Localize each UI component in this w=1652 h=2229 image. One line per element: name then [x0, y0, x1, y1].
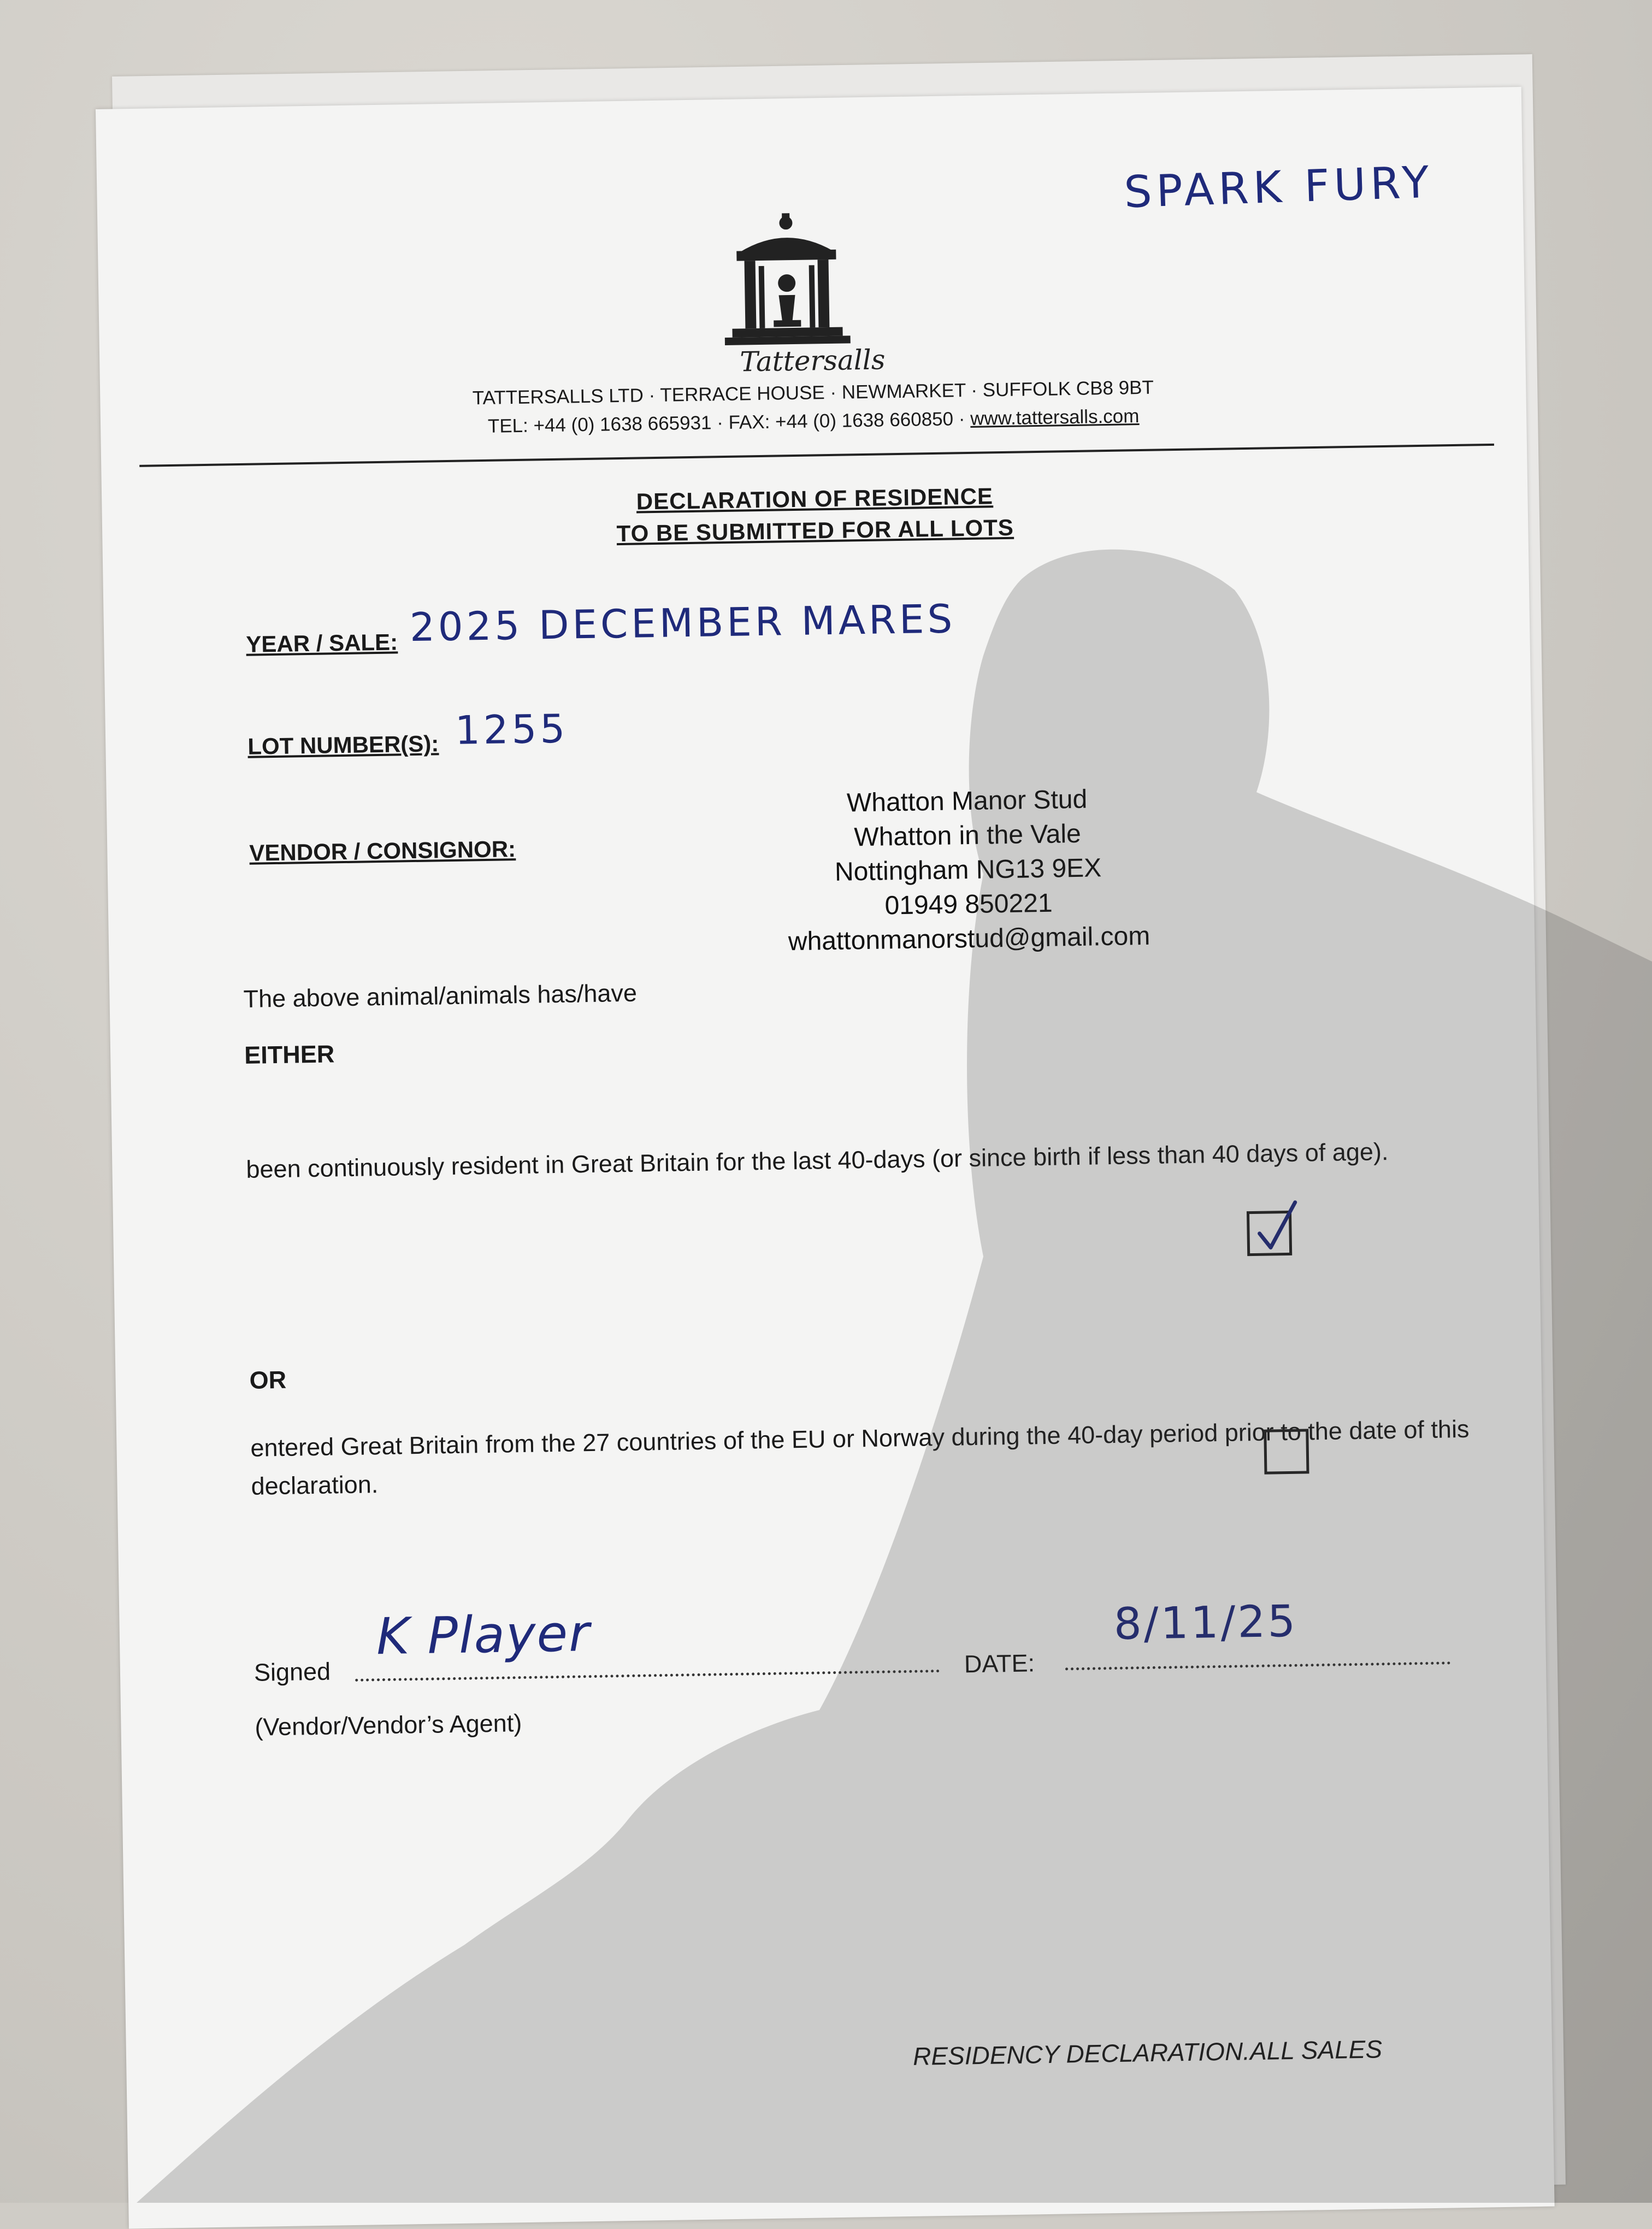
option-resident-checkbox[interactable]: [1247, 1211, 1292, 1256]
form-subtitle: TO BE SUBMITTED FOR ALL LOTS: [616, 514, 1014, 547]
signatory-role: (Vendor/Vendor’s Agent): [255, 1709, 522, 1741]
or-label: OR: [249, 1365, 287, 1394]
vendor-consignor-label: VENDOR / CONSIGNOR:: [249, 836, 516, 866]
declaration-intro: The above animal/animals has/have: [243, 978, 638, 1013]
handwritten-year-sale: 2025 DECEMBER MARES: [409, 595, 956, 651]
vendor-email: whattonmanorstud@gmail.com: [788, 921, 1150, 957]
letterhead-phone-fax: TEL: +44 (0) 1638 665931 · FAX: +44 (0) 1638 660850 ·: [487, 408, 971, 437]
handwritten-date: 8/11/25: [1113, 1595, 1298, 1650]
either-label: EITHER: [244, 1040, 335, 1069]
letterhead-website-link[interactable]: www.tattersalls.com: [970, 405, 1140, 429]
lot-number-label: LOT NUMBER(S):: [247, 730, 439, 759]
letterhead-address: TATTERSALLS LTD · TERRACE HOUSE · NEWMARKET · SUFFOLK CB8 9BT: [472, 376, 1154, 409]
form-title: DECLARATION OF RESIDENCE: [636, 483, 994, 515]
date-label: DATE:: [964, 1649, 1035, 1678]
handwritten-horse-name: SPARK FURY: [1123, 156, 1434, 218]
option-resident-text: been continuously resident in Great Britain for the last 40-days (or since birth if less than 40 days of age).: [246, 1137, 1389, 1183]
form-footer: RESIDENCY DECLARATION.ALL SALES: [912, 2035, 1383, 2071]
tattersalls-wordmark: Tattersalls: [739, 344, 886, 378]
declaration-form-sheet: [96, 87, 1555, 2229]
handwritten-signature: K Player: [376, 1604, 591, 1666]
option-entered-checkbox[interactable]: [1264, 1429, 1309, 1474]
date-line[interactable]: [1065, 1661, 1450, 1670]
year-sale-label: YEAR / SALE:: [246, 629, 398, 657]
vendor-phone: 01949 850221: [884, 888, 1053, 921]
option-entered-text: entered Great Britain from the 27 countries of the EU or Norway during the 40-day period prior to the date of this declaration.: [250, 1414, 1470, 1500]
vendor-address-line-2: Whatton in the Vale: [854, 819, 1082, 852]
handwritten-lot-number: 1255: [455, 705, 569, 753]
vendor-address-line-3: Nottingham NG13 9EX: [834, 853, 1102, 887]
vendor-address-block: [653, 779, 1284, 961]
form-page: [96, 87, 1555, 2229]
signed-label: Signed: [253, 1657, 331, 1687]
tattersalls-logo-icon: [723, 212, 851, 351]
letterhead-divider: [139, 444, 1494, 467]
checkmark-icon: [1252, 1197, 1302, 1258]
signature-line[interactable]: [355, 1670, 940, 1682]
vendor-name: Whatton Manor Stud: [846, 785, 1088, 818]
